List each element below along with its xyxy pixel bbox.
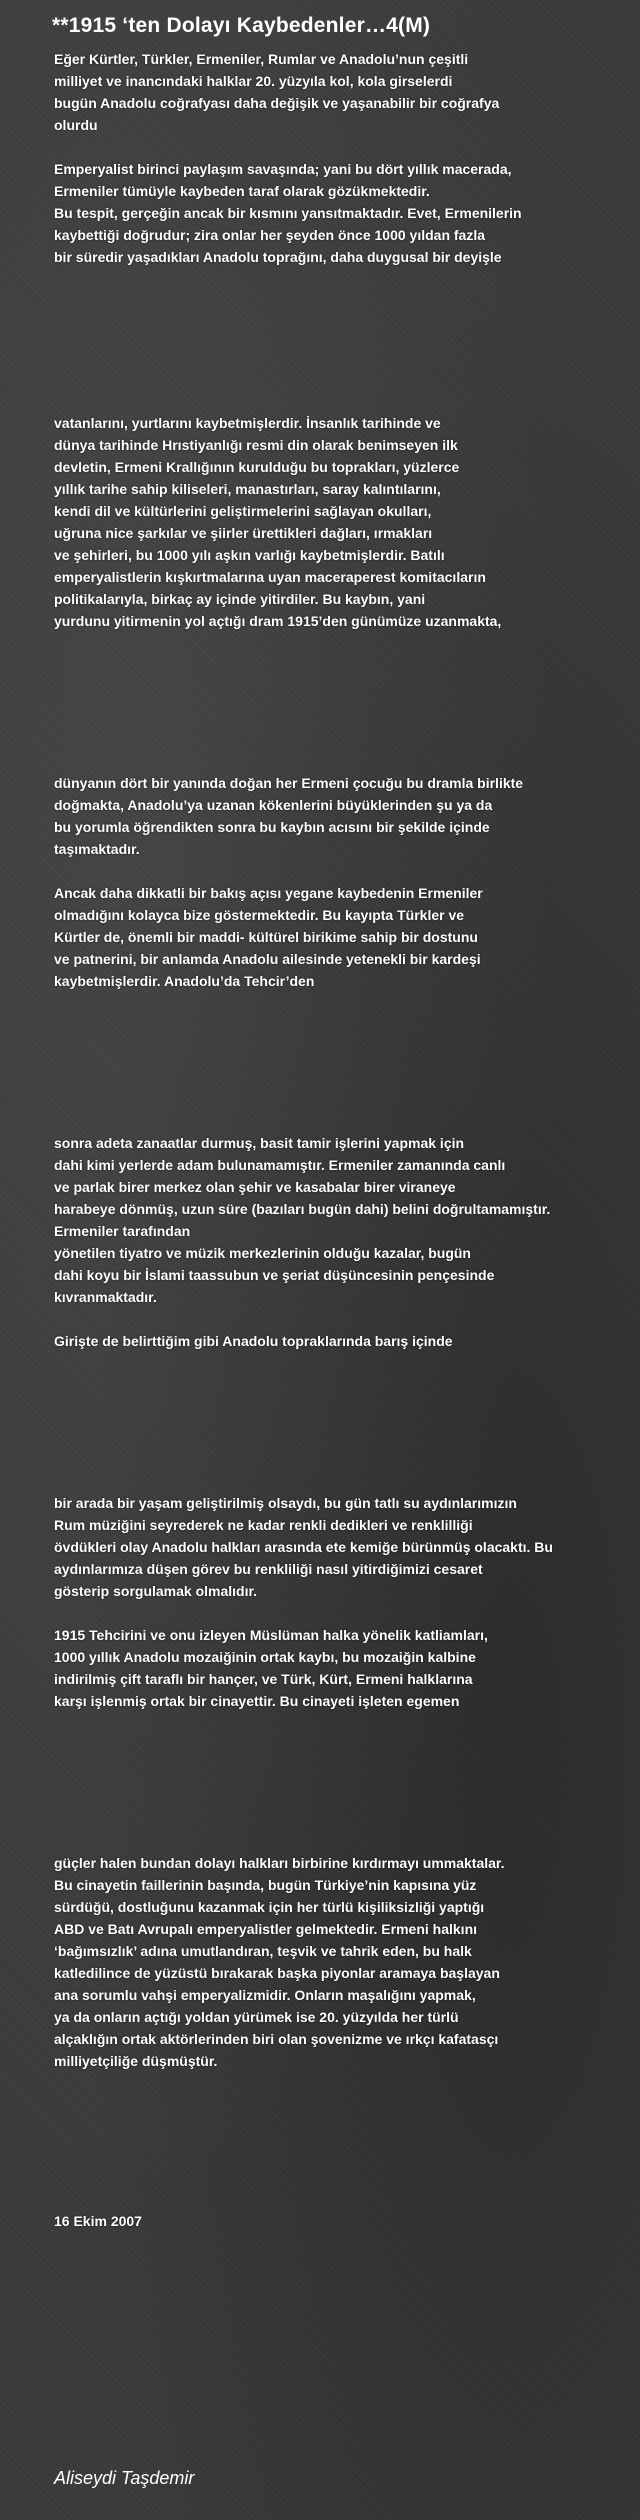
text-line: indirilmiş çift taraflı bir hançer, ve Türk, Kürt, Ermeni halklarına — [54, 1671, 473, 1687]
text-line: dahi kimi yerlerde adam bulunamamıştır. Ermeniler zamanında canlı — [54, 1157, 506, 1173]
paragraph-gap — [54, 860, 634, 882]
text-line: bir arada bir yaşam geliştirilmiş olsaydı, bu gün tatlı su aydınlarımızın — [54, 1495, 517, 1511]
text-line: sonra adeta zanaatlar durmuş, basit tamir işlerini yapmak için — [54, 1135, 465, 1151]
text-line: alçaklığın ortak aktörlerinden biri olan şovenizme ve ırkçı kafatasçı — [54, 2031, 499, 2047]
text-line: ABD ve Batı Avrupalı emperyalistler gelmektedir. Ermeni halkını — [54, 1921, 478, 1937]
text-block-2 — [0, 412, 640, 632]
text-line: dünyanın dört bir yanında doğan her Ermeni çocuğu bu dramla birlikte — [54, 775, 524, 791]
text-line: Eğer Kürtler, Türkler, Ermeniler, Rumlar ve Anadolu’nun çeşitli — [54, 51, 469, 67]
author-signature: Aliseydi Taşdemir — [54, 2468, 195, 2488]
text-line: olurdu — [54, 117, 98, 133]
text-line: olmadığını kolayca bize göstermektedir. Bu kayıpta Türkler ve — [54, 907, 465, 923]
text-line: Girişte de belirttiğim gibi Anadolu topraklarında barış içinde — [54, 1333, 453, 1349]
text-line: Rum müziğini seyrederek ne kadar renkli dedikleri ve renklilliği — [54, 1517, 473, 1533]
text-line: bu yorumla öğrendikten sonra bu kaybın acısını bir şekilde içinde — [54, 819, 490, 835]
paragraph-gap — [54, 136, 634, 158]
text-line: ve patnerini, bir anlamda Anadolu ailesinde yetenekli bir kardeşi — [54, 951, 481, 967]
text-line: ‘bağımsızlık’ adına umutlandıran, teşvik ve tahrik eden, bu halk — [54, 1943, 472, 1959]
text-line: güçler halen bundan dolayı halkları birbirine kırdırmayı ummaktalar. — [54, 1855, 505, 1871]
text-line: katledilince de yüzüstü bırakarak başka piyonlar aramaya başlayan — [54, 1965, 500, 1981]
text-block-5 — [0, 1492, 640, 1712]
text-line: gösterip sorgulamak olmalıdır. — [54, 1583, 258, 1599]
text-line: yönetilen tiyatro ve müzik merkezlerinin olduğu kazalar, bugün — [54, 1245, 471, 1261]
text-line: Bu cinayetin faillerinin başında, bugün Türkiye’nin kapısına yüz — [54, 1877, 477, 1893]
text-line: ya da onların açtığı yoldan yürümek ise 20. yüzyılda her türlü — [54, 2009, 459, 2025]
text-line: ve parlak birer merkez olan şehir ve kasabalar birer viraneye — [54, 1179, 456, 1195]
text-line: Ancak daha dikkatli bir bakış açısı yegane kaybedenin Ermeniler — [54, 885, 483, 901]
date-block — [0, 2210, 640, 2232]
text-line: yıllık tarihe sahip kiliseleri, manastırları, saray kalıntılarını, — [54, 481, 441, 497]
text-line: uğruna nice şarkılar ve şiirler ürettikleri dağları, ırmakları — [54, 525, 433, 541]
text-block-6 — [0, 1852, 640, 2072]
text-line: Ermeniler tümüyle kaybeden taraf olarak gözükmektedir. — [54, 183, 430, 199]
paragraph-gap — [54, 1602, 634, 1624]
text-line: harabeye dönmüş, uzun süre (bazıları bugün dahi) belini doğrultamamıştır. — [54, 1201, 551, 1217]
text-line: politikalarıyla, birkaç ay içinde yitirdiler. Bu kaybın, yani — [54, 591, 426, 607]
text-line: Ermeniler tarafından — [54, 1223, 191, 1239]
text-line: övdükleri olay Anadolu halkları arasında ete kemiğe bürünmüş olacaktı. Bu — [54, 1539, 553, 1555]
text-line: 16 Ekim 2007 — [54, 2213, 142, 2229]
text-line: 1000 yıllık Anadolu mozaiğinin ortak kaybı, bu mozaiğin kalbine — [54, 1649, 476, 1665]
text-line: ve şehirleri, bu 1000 yılı aşkın varlığı kaybetmişlerdir. Batılı — [54, 547, 445, 563]
paragraph-gap — [54, 1308, 634, 1330]
text-line: emperyalistlerin kışkırtmalarına uyan maceraperest komitacıların — [54, 569, 486, 585]
text-line: kendi dil ve kültürlerini geliştirmelerini sağlayan okulları, — [54, 503, 432, 519]
text-line: kıvranmaktadır. — [54, 1289, 157, 1305]
text-block-4 — [0, 1132, 640, 1352]
text-line: milliyet ve inancındaki halklar 20. yüzyıla kol, kola girselerdi — [54, 73, 453, 89]
text-line: taşımaktadır. — [54, 841, 140, 857]
text-line: karşı işlenmiş ortak bir cinayettir. Bu cinayeti işleten egemen — [54, 1693, 460, 1709]
text-line: milliyetçiliğe düşmüştür. — [54, 2053, 218, 2069]
text-line: yurdunu yitirmenin yol açtığı dram 1915’den günümüze uzanmakta, — [54, 613, 502, 629]
text-line: doğmakta, Anadolu’ya uzanan kökenlerini büyüklerinden şu ya da — [54, 797, 493, 813]
text-line: bir süredir yaşadıkları Anadolu toprağını, daha duygusal bir deyişle — [54, 249, 502, 265]
text-line: Bu tespit, gerçeğin ancak bir kısmını yansıtmaktadır. Evet, Ermenilerin — [54, 205, 522, 221]
text-line: kaybettiği doğrudur; zira onlar her şeyden önce 1000 yıldan fazla — [54, 227, 486, 243]
text-line: sürdüğü, dostluğunu kazanmak için her türlü kişiliksizliği yaptığı — [54, 1899, 485, 1915]
text-line: dahi koyu bir İslami taassubun ve şeriat düşüncesinin pençesinde — [54, 1267, 495, 1283]
text-line: Kürtler de, önemli bir maddi- kültürel birikime sahip bir dostunu — [54, 929, 478, 945]
text-block-1 — [0, 48, 640, 268]
text-line: 1915 Tehcirini ve onu izleyen Müslüman halka yönelik katliamları, — [54, 1627, 488, 1643]
text-line: vatanlarını, yurtlarını kaybetmişlerdir. İnsanlık tarihinde ve — [54, 415, 441, 431]
poem-title: **1915 ‘ten Dolayı Kaybedenler…4(M) — [52, 14, 431, 37]
text-line: devletin, Ermeni Krallığının kurulduğu bu toprakları, yüzlerce — [54, 459, 460, 475]
text-line: dünya tarihinde Hrıstiyanlığı resmi din olarak benimseyen ilk — [54, 437, 458, 453]
text-line: bugün Anadolu coğrafyası daha değişik ve yaşanabilir bir coğrafya — [54, 95, 500, 111]
text-line: aydınlarımıza düşen görev bu renkliliği nasıl yitirdiğimizi cesaret — [54, 1561, 483, 1577]
text-line: Emperyalist birinci paylaşım savaşında; yani bu dört yıllık macerada, — [54, 161, 512, 177]
text-block-3 — [0, 772, 640, 992]
text-line: kaybetmişlerdir. Anadolu’da Tehcir’den — [54, 973, 315, 989]
text-line: ana sorumlu vahşi emperyalizmidir. Onların maşalığını yapmak, — [54, 1987, 476, 2003]
